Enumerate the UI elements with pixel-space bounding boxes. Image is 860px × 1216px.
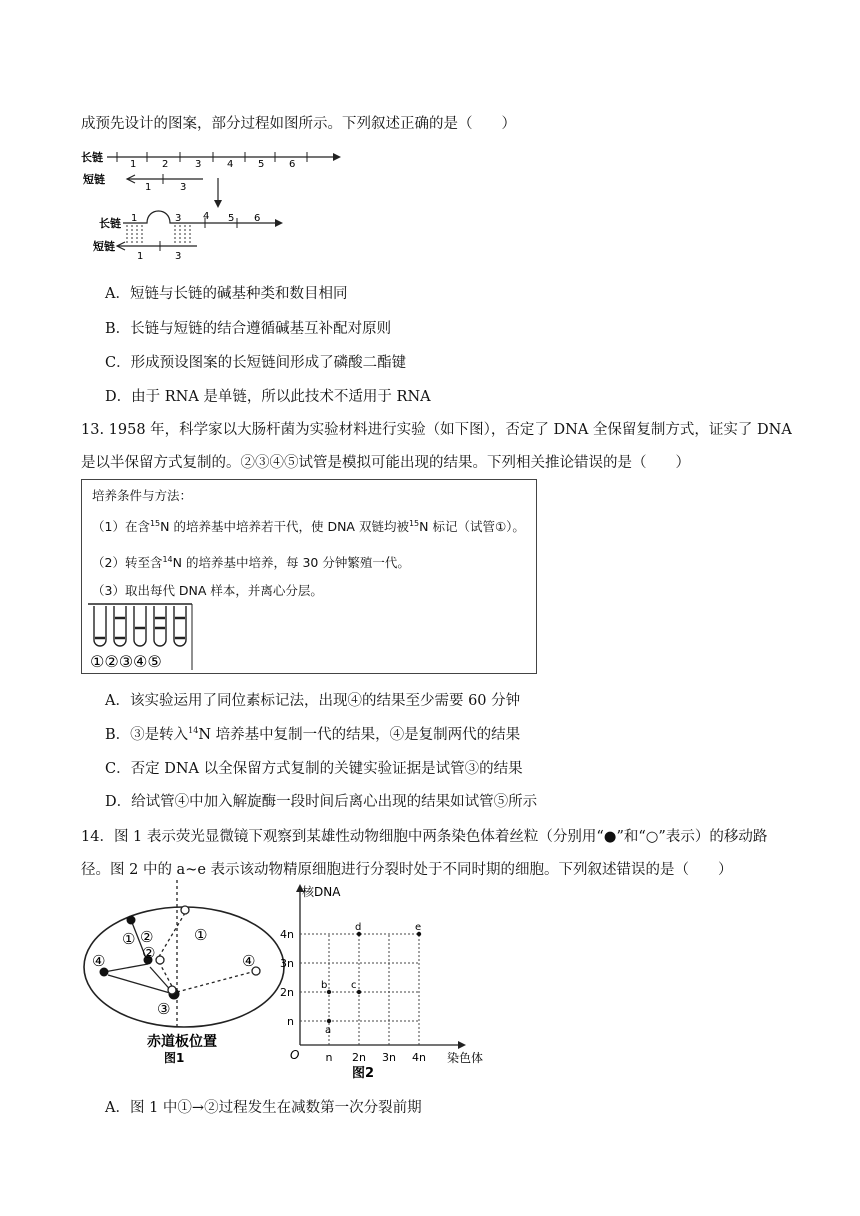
point-a — [327, 1019, 331, 1023]
box-step-1: （1）在含$^{15}$N 的培养基中培养若干代，使 DNA 双链均被$^{15}$N 标记（试管①）。 — [92, 518, 525, 534]
point-c — [357, 990, 361, 994]
tube-labels: ①②③④⑤ — [90, 652, 162, 671]
question-12-stem-tail: 成预先设计的图案，部分过程如图所示。下列叙述正确的是（ ） — [81, 116, 516, 132]
x-axis-label: 染色体 — [447, 1051, 484, 1065]
short-chain-label-2: 短链 — [93, 240, 115, 253]
paired-long-tick-3: 3 — [175, 213, 182, 224]
question-13-stem-line1: 13. 1958 年，科学家以大肠杆菌为实验材料进行实验（如下图），否定了 DNA 全保留复制方式，证实了 DNA — [81, 422, 792, 438]
point-label-d: d — [355, 922, 362, 933]
q13-option-d: D．给试管④中加入解旋酶一段时间后离心出现的结果如试管⑤所示 — [105, 794, 538, 810]
q12-option-a: A．短链与长链的碱基种类和数目相同 — [105, 286, 348, 302]
fig1-marker-4-hollow: ④ — [242, 952, 256, 970]
question-14-stem-line1: 14．图 1 表示荧光显微镜下观察到某雄性动物细胞中两条染色体着丝粒（分别用“●”和“○”表示）的移动路 — [81, 829, 768, 845]
origin-label: O — [290, 1048, 300, 1062]
q12-option-d: D．由于 RNA 是单链，所以此技术不适用于 RNA — [105, 389, 431, 405]
x-tick-label: n — [325, 1051, 333, 1064]
point-label-c: c — [351, 980, 357, 991]
long-tick-1: 1 — [130, 159, 137, 170]
point-label-e: e — [415, 922, 422, 933]
x-tick-label: 4n — [412, 1051, 426, 1064]
figure-12-dna-chains — [75, 143, 345, 263]
fig1-marker-1-hollow: ① — [194, 926, 208, 944]
figure-1-cell-diagram — [82, 880, 292, 1070]
question-14-stem-line2: 径。图 2 中的 a~e 表示该动物精原细胞进行分裂时处于不同时期的细胞。下列叙述错误的是（ ） — [81, 862, 733, 878]
q13-option-c: C．否定 DNA 以全保留方式复制的关键实验证据是试管③的结果 — [105, 761, 523, 777]
figure-1-title: 图1 — [164, 1051, 185, 1065]
figure-2-title: 图2 — [352, 1066, 375, 1081]
fig1-marker-3: ③ — [157, 1000, 171, 1018]
box-title: 培养条件与方法： — [92, 488, 193, 503]
y-tick-label: n — [287, 1015, 294, 1028]
fig1-marker-2-hollow: ② — [140, 928, 154, 946]
fig1-marker-1: ① — [122, 930, 136, 948]
tube-2 — [114, 606, 126, 646]
fig1-marker-4: ④ — [92, 952, 106, 970]
long-tick-6: 6 — [289, 159, 296, 170]
y-tick-label: 2n — [280, 986, 294, 999]
point-label-a: a — [325, 1025, 332, 1036]
long-chain-label-2: 长链 — [99, 217, 121, 230]
fig1-marker-2: ② — [142, 944, 156, 962]
paired-long-tick-6: 6 — [254, 213, 261, 224]
x-tick-label: 3n — [382, 1051, 396, 1064]
q13-option-a: A．该实验运用了同位素标记法，出现④的结果至少需要 60 分钟 — [105, 693, 521, 709]
long-tick-3: 3 — [195, 159, 202, 170]
point-b — [327, 990, 331, 994]
long-tick-4: 4 — [227, 159, 234, 170]
test-tubes-figure — [88, 600, 198, 672]
paired-short-tick-3: 3 — [175, 251, 182, 262]
paired-short-tick-1: 1 — [137, 251, 144, 262]
x-tick-label: 2n — [352, 1051, 366, 1064]
long-tick-2: 2 — [162, 159, 169, 170]
q14-option-a: A．图 1 中①→②过程发生在减数第一次分裂前期 — [105, 1100, 422, 1116]
y-tick-label: 4n — [280, 928, 294, 941]
tube-3 — [134, 606, 146, 646]
tube-4 — [154, 606, 166, 646]
long-tick-5: 5 — [258, 159, 265, 170]
short-chain-label: 短链 — [83, 173, 105, 186]
box-step-3: （3）取出每代 DNA 样本，并离心分层。 — [92, 583, 323, 598]
q13-option-b: B．③是转入$^{14}$N 培养基中复制一代的结果，④是复制两代的结果 — [105, 726, 521, 743]
question-13-stem-line2: 是以半保留方式复制的。②③④⑤试管是模拟可能出现的结果。下列相关推论错误的是（ ） — [81, 455, 690, 471]
point-label-b: b — [321, 980, 328, 991]
short-tick-1: 1 — [145, 182, 152, 193]
figure-2-scatter — [280, 884, 502, 1081]
q12-option-b: B．长链与短链的结合遵循碱基互补配对原则 — [105, 321, 392, 337]
paired-long-tick-1: 1 — [131, 213, 138, 224]
y-axis-label: 核DNA — [302, 885, 341, 899]
short-tick-3: 3 — [180, 182, 187, 193]
tube-5 — [174, 606, 186, 646]
paired-long-tick-5: 5 — [228, 213, 235, 224]
q12-option-c: C．形成预设图案的长短链间形成了磷酸二酯键 — [105, 355, 407, 371]
long-chain-label: 长链 — [81, 151, 103, 164]
y-tick-label: 3n — [280, 957, 294, 970]
equatorial-plate-caption: 赤道板位置 — [147, 1034, 217, 1050]
paired-long-tick-4: 4 — [203, 211, 210, 222]
tube-1 — [94, 606, 106, 646]
box-step-2: （2）转至含$^{14}$N 的培养基中培养，每 30 分钟繁殖一代。 — [92, 554, 410, 570]
